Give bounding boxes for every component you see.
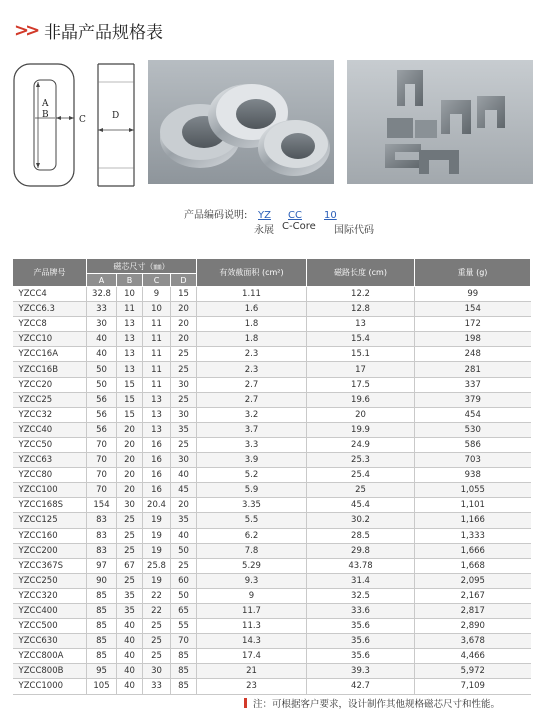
table-cell: 172	[415, 317, 531, 332]
table-row	[13, 468, 531, 483]
table-cell: 9	[197, 588, 307, 603]
table-cell: YZCC100	[13, 483, 87, 498]
table-cell: 20	[307, 407, 415, 422]
table-cell: 28.5	[307, 528, 415, 543]
table-cell: 13	[143, 422, 171, 437]
table-cell: 10	[117, 287, 143, 302]
table-cell: 1,055	[415, 483, 531, 498]
table-cell: 198	[415, 332, 531, 347]
header-area: 有效截面积 (cm²)	[197, 259, 307, 287]
table-cell: 50	[87, 377, 117, 392]
page-title: 非晶产品规格表	[44, 22, 163, 43]
table-cell: YZCC250	[13, 573, 87, 588]
product-code-explanation	[184, 206, 374, 235]
page-title-row	[14, 18, 163, 42]
table-cell: 50	[171, 543, 197, 558]
note-text: 注：可根据客户要求，设计制作其他规格磁芯尺寸和性能。	[253, 699, 501, 710]
table-cell: 60	[171, 573, 197, 588]
table-cell: YZCC630	[13, 634, 87, 649]
table-row	[13, 362, 531, 377]
table-cell: 70	[87, 453, 117, 468]
table-row	[13, 347, 531, 362]
table-cell: 12.2	[307, 287, 415, 302]
table-cell: 40	[117, 619, 143, 634]
header-c: C	[143, 274, 171, 287]
code-desc-type: C-Core	[282, 221, 316, 232]
table-cell: 13	[117, 362, 143, 377]
double-chevron-icon: >>	[14, 19, 37, 41]
table-cell: 1,666	[415, 543, 531, 558]
table-cell: 2,167	[415, 588, 531, 603]
table-row	[13, 619, 531, 634]
table-cell: 32.5	[307, 588, 415, 603]
table-cell: 10	[143, 302, 171, 317]
table-cell: 70	[87, 483, 117, 498]
table-cell: 70	[87, 437, 117, 452]
table-cell: 5.29	[197, 558, 307, 573]
table-cell: 85	[87, 649, 117, 664]
table-cell: YZCC80	[13, 468, 87, 483]
table-cell: 15.4	[307, 332, 415, 347]
table-cell: 20	[117, 453, 143, 468]
table-cell: 35.6	[307, 649, 415, 664]
table-cell: 85	[87, 603, 117, 618]
table-cell: 4,466	[415, 649, 531, 664]
table-row	[13, 302, 531, 317]
core-photo-c-cores	[347, 60, 533, 184]
table-cell: 1,333	[415, 528, 531, 543]
table-cell: 3,678	[415, 634, 531, 649]
table-cell: 13	[307, 317, 415, 332]
table-cell: YZCC10	[13, 332, 87, 347]
table-cell: 45	[171, 483, 197, 498]
table-cell: 30	[87, 317, 117, 332]
table-row	[13, 543, 531, 558]
table-cell: 67	[117, 558, 143, 573]
table-cell: 1.8	[197, 317, 307, 332]
c-core-diagram	[12, 60, 140, 190]
table-row	[13, 634, 531, 649]
table-cell: 97	[87, 558, 117, 573]
table-cell: 20	[171, 332, 197, 347]
table-cell: 7.8	[197, 543, 307, 558]
table-cell: 154	[415, 302, 531, 317]
table-row	[13, 377, 531, 392]
table-cell: 1.6	[197, 302, 307, 317]
table-cell: 70	[87, 468, 117, 483]
table-cell: 40	[117, 664, 143, 679]
table-cell: 11	[143, 317, 171, 332]
table-cell: 1.8	[197, 332, 307, 347]
table-cell: 85	[171, 679, 197, 694]
table-cell: 40	[171, 528, 197, 543]
table-cell: 25	[143, 649, 171, 664]
note-marker-icon	[244, 698, 247, 708]
table-cell: 11	[117, 302, 143, 317]
table-cell: 90	[87, 573, 117, 588]
table-cell: 40	[171, 468, 197, 483]
table-cell: 16	[143, 483, 171, 498]
table-cell: 25	[171, 558, 197, 573]
table-row	[13, 453, 531, 468]
table-cell: 17	[307, 362, 415, 377]
table-cell: 379	[415, 392, 531, 407]
table-cell: 35	[171, 513, 197, 528]
header-length: 磁路长度 (cm)	[307, 259, 415, 287]
table-cell: 55	[171, 619, 197, 634]
table-cell: 703	[415, 453, 531, 468]
table-cell: 154	[87, 498, 117, 513]
table-cell: YZCC40	[13, 422, 87, 437]
table-cell: 17.4	[197, 649, 307, 664]
table-cell: 56	[87, 422, 117, 437]
table-cell: 33	[143, 679, 171, 694]
table-cell: 83	[87, 528, 117, 543]
table-cell: 9	[143, 287, 171, 302]
table-cell: 13	[117, 347, 143, 362]
table-cell: 1,166	[415, 513, 531, 528]
table-cell: 40	[117, 679, 143, 694]
table-cell: 24.9	[307, 437, 415, 452]
table-cell: 7,109	[415, 679, 531, 694]
table-cell: YZCC4	[13, 287, 87, 302]
table-cell: 30	[171, 453, 197, 468]
table-cell: 32.8	[87, 287, 117, 302]
table-cell: 2,890	[415, 619, 531, 634]
code-desc-number: 国际代码	[334, 225, 374, 236]
table-row	[13, 513, 531, 528]
table-cell: 281	[415, 362, 531, 377]
table-cell: 33	[87, 302, 117, 317]
table-cell: 65	[171, 603, 197, 618]
table-cell: 13	[117, 317, 143, 332]
table-cell: 20	[117, 437, 143, 452]
table-cell: YZCC500	[13, 619, 87, 634]
table-row	[13, 603, 531, 618]
table-cell: 31.4	[307, 573, 415, 588]
table-cell: 15	[117, 392, 143, 407]
table-cell: 14.3	[197, 634, 307, 649]
table-cell: 19	[143, 513, 171, 528]
table-cell: 19	[143, 543, 171, 558]
spec-table-body	[13, 287, 531, 695]
table-cell: 454	[415, 407, 531, 422]
table-cell: 85	[87, 634, 117, 649]
table-row	[13, 664, 531, 679]
table-cell: 1,101	[415, 498, 531, 513]
table-cell: 530	[415, 422, 531, 437]
table-cell: YZCC400	[13, 603, 87, 618]
table-cell: 20	[171, 317, 197, 332]
table-cell: 5.5	[197, 513, 307, 528]
table-cell: YZCC320	[13, 588, 87, 603]
code-part-type: CC	[288, 210, 302, 221]
table-cell: 25	[171, 437, 197, 452]
table-cell: 2.3	[197, 362, 307, 377]
table-cell: 11	[143, 332, 171, 347]
table-row	[13, 332, 531, 347]
table-row	[13, 498, 531, 513]
table-cell: 9.3	[197, 573, 307, 588]
table-row	[13, 588, 531, 603]
table-cell: 95	[87, 664, 117, 679]
table-cell: YZCC16A	[13, 347, 87, 362]
table-cell: YZCC50	[13, 437, 87, 452]
table-cell: 19.9	[307, 422, 415, 437]
table-cell: 15	[171, 287, 197, 302]
table-cell: 25	[307, 483, 415, 498]
table-cell: 56	[87, 407, 117, 422]
table-cell: 17.5	[307, 377, 415, 392]
table-cell: 3.35	[197, 498, 307, 513]
table-cell: 99	[415, 287, 531, 302]
table-cell: 40	[117, 634, 143, 649]
table-cell: 25.4	[307, 468, 415, 483]
table-cell: 2.3	[197, 347, 307, 362]
table-cell: 22	[143, 603, 171, 618]
table-cell: 25	[117, 528, 143, 543]
table-cell: 25	[171, 362, 197, 377]
label-b: B	[42, 110, 49, 120]
code-part-number: 10	[324, 210, 337, 221]
table-cell: YZCC125	[13, 513, 87, 528]
table-cell: 85	[171, 649, 197, 664]
table-cell: 20	[171, 498, 197, 513]
table-cell: 11	[143, 377, 171, 392]
table-cell: 2,095	[415, 573, 531, 588]
table-cell: 35	[117, 588, 143, 603]
table-cell: YZCC160	[13, 528, 87, 543]
table-row	[13, 649, 531, 664]
table-cell: YZCC200	[13, 543, 87, 558]
table-cell: 35	[117, 603, 143, 618]
label-d: D	[112, 111, 120, 121]
table-cell: YZCC16B	[13, 362, 87, 377]
table-cell: 56	[87, 392, 117, 407]
table-cell: 25	[171, 392, 197, 407]
table-cell: 5,972	[415, 664, 531, 679]
label-c: C	[79, 115, 86, 125]
table-cell: 40	[87, 347, 117, 362]
table-cell: 15	[117, 377, 143, 392]
table-cell: 938	[415, 468, 531, 483]
table-cell: 30	[171, 407, 197, 422]
table-cell: 1,668	[415, 558, 531, 573]
table-cell: 6.2	[197, 528, 307, 543]
table-cell: 50	[171, 588, 197, 603]
footer-note	[244, 696, 500, 710]
table-cell: 11	[143, 347, 171, 362]
table-cell: 19	[143, 573, 171, 588]
header-a: A	[87, 274, 117, 287]
table-cell: 5.2	[197, 468, 307, 483]
table-cell: 23	[197, 679, 307, 694]
header-d: D	[171, 274, 197, 287]
table-cell: YZCC63	[13, 453, 87, 468]
table-cell: 29.8	[307, 543, 415, 558]
table-cell: 13	[143, 392, 171, 407]
table-row	[13, 483, 531, 498]
table-cell: 50	[87, 362, 117, 377]
table-cell: 12.8	[307, 302, 415, 317]
table-row	[13, 422, 531, 437]
table-cell: 70	[171, 634, 197, 649]
table-cell: 25	[117, 573, 143, 588]
table-row	[13, 528, 531, 543]
table-cell: 25	[117, 543, 143, 558]
table-cell: 35.6	[307, 619, 415, 634]
table-cell: 16	[143, 437, 171, 452]
table-cell: 2.7	[197, 392, 307, 407]
code-prefix: 产品编码说明:	[184, 210, 248, 221]
table-row	[13, 558, 531, 573]
header-b: B	[117, 274, 143, 287]
table-cell: 16	[143, 453, 171, 468]
table-cell: 105	[87, 679, 117, 694]
table-cell: 25	[171, 347, 197, 362]
core-photo-rings	[148, 60, 334, 184]
table-cell: 83	[87, 513, 117, 528]
table-cell: 85	[171, 664, 197, 679]
table-cell: 25.3	[307, 453, 415, 468]
table-cell: 25	[117, 513, 143, 528]
table-cell: 5.9	[197, 483, 307, 498]
code-desc-brand: 永展	[254, 225, 274, 236]
table-cell: 25.8	[143, 558, 171, 573]
table-cell: 25	[143, 619, 171, 634]
table-cell: 20	[117, 468, 143, 483]
table-cell: YZCC8	[13, 317, 87, 332]
header-model: 产品牌号	[13, 259, 87, 287]
table-cell: YZCC800B	[13, 664, 87, 679]
table-cell: 248	[415, 347, 531, 362]
table-cell: 20.4	[143, 498, 171, 513]
table-cell: 337	[415, 377, 531, 392]
table-cell: 33.6	[307, 603, 415, 618]
header-dims: 磁芯尺寸（㎜）	[87, 259, 197, 274]
label-a: A	[42, 99, 49, 109]
table-row	[13, 573, 531, 588]
table-cell: 35	[171, 422, 197, 437]
table-cell: 20	[117, 483, 143, 498]
table-row	[13, 287, 531, 302]
table-cell: 11.3	[197, 619, 307, 634]
table-cell: 85	[87, 619, 117, 634]
spec-table	[12, 258, 531, 695]
table-cell: 2,817	[415, 603, 531, 618]
table-cell: 83	[87, 543, 117, 558]
table-cell: 11	[143, 362, 171, 377]
table-cell: 16	[143, 468, 171, 483]
table-cell: 30.2	[307, 513, 415, 528]
table-cell: 13	[117, 332, 143, 347]
table-row	[13, 317, 531, 332]
table-cell: 30	[117, 498, 143, 513]
table-cell: 3.9	[197, 453, 307, 468]
table-cell: 13	[143, 407, 171, 422]
code-part-brand: YZ	[258, 210, 271, 221]
table-cell: 42.7	[307, 679, 415, 694]
table-cell: 20	[171, 302, 197, 317]
table-cell: 11.7	[197, 603, 307, 618]
table-cell: 20	[117, 422, 143, 437]
table-row	[13, 392, 531, 407]
table-cell: YZCC32	[13, 407, 87, 422]
table-row	[13, 437, 531, 452]
table-cell: 43.78	[307, 558, 415, 573]
table-cell: 35.6	[307, 634, 415, 649]
table-cell: YZCC20	[13, 377, 87, 392]
table-cell: 25	[143, 634, 171, 649]
table-cell: YZCC800A	[13, 649, 87, 664]
table-cell: 22	[143, 588, 171, 603]
table-cell: 1.11	[197, 287, 307, 302]
table-cell: 40	[87, 332, 117, 347]
table-cell: 3.2	[197, 407, 307, 422]
header-weight: 重量 (g)	[415, 259, 531, 287]
table-cell: 15.1	[307, 347, 415, 362]
table-cell: 15	[117, 407, 143, 422]
table-cell: YZCC6.3	[13, 302, 87, 317]
table-row	[13, 679, 531, 694]
table-cell: 30	[143, 664, 171, 679]
table-cell: YZCC168S	[13, 498, 87, 513]
table-cell: YZCC1000	[13, 679, 87, 694]
table-cell: 39.3	[307, 664, 415, 679]
table-cell: 3.3	[197, 437, 307, 452]
table-cell: 30	[171, 377, 197, 392]
core-dimension-diagram	[12, 60, 140, 190]
table-cell: 3.7	[197, 422, 307, 437]
table-cell: 21	[197, 664, 307, 679]
table-cell: 2.7	[197, 377, 307, 392]
table-cell: 19.6	[307, 392, 415, 407]
table-cell: YZCC25	[13, 392, 87, 407]
table-row	[13, 407, 531, 422]
table-cell: 19	[143, 528, 171, 543]
table-cell: 586	[415, 437, 531, 452]
table-cell: 40	[117, 649, 143, 664]
table-cell: YZCC367S	[13, 558, 87, 573]
table-cell: 45.4	[307, 498, 415, 513]
table-cell: 85	[87, 588, 117, 603]
